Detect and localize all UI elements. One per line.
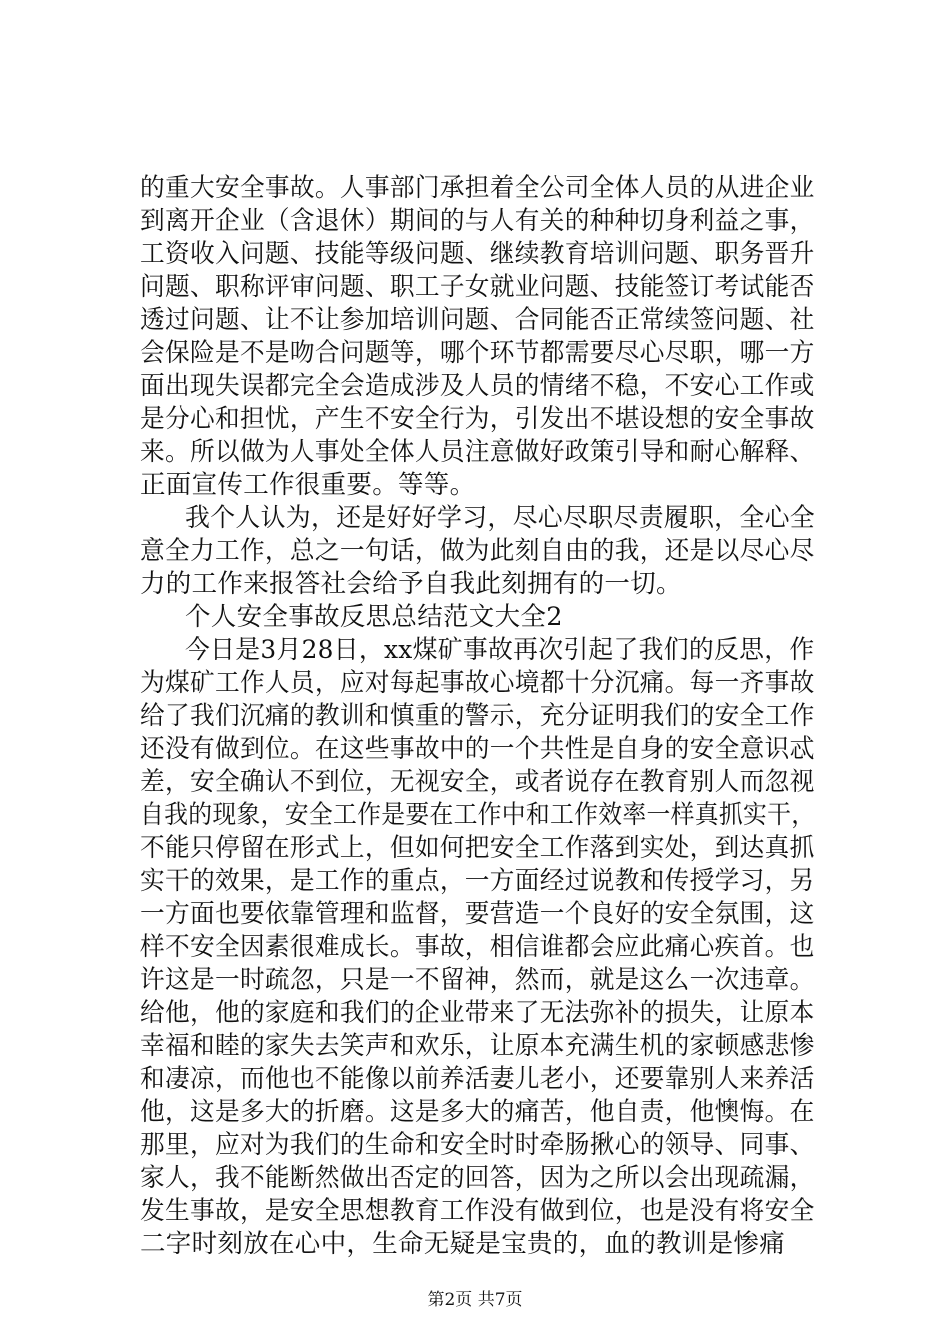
text-line: 许这是一时疏忽，只是一不留神，然而，就是这么一次违章。: [140, 965, 815, 995]
text-line: 会保险是不是吻合问题等，哪个环节都需要尽心尽职，哪一方: [140, 338, 815, 368]
text-line: 样不安全因素很难成长。事故，相信谁都会应此痛心疾首。也: [140, 932, 815, 962]
text-line: 为煤矿工作人员，应对每起事故心境都十分沉痛。每一齐事故: [140, 668, 815, 698]
text-line: 来。所以做为人事处全体人员注意做好政策引导和耐心解释、: [140, 437, 815, 467]
text-line: 给他，他的家庭和我们的企业带来了无法弥补的损失，让原本: [140, 998, 815, 1028]
text-line: 意全力工作，总之一句话，做为此刻自由的我，还是以尽心尽: [140, 536, 815, 566]
text-line: 面出现失误都完全会造成涉及人员的情绪不稳，不安心工作或: [140, 371, 815, 401]
text-line: 不能只停留在形式上，但如何把安全工作落到实处，到达真抓: [140, 833, 815, 863]
text-line: 是分心和担忧，产生不安全行为，引发出不堪设想的安全事故: [140, 404, 815, 434]
section-heading: 个人安全事故反思总结范文大全2: [185, 602, 563, 632]
text-line: 家人，我不能断然做出否定的回答，因为之所以会出现疏漏，: [140, 1163, 815, 1193]
text-line: 他，这是多大的折磨。这是多大的痛苦，他自责，他懊悔。在: [140, 1097, 815, 1127]
paragraph-first-line: 我个人认为，还是好好学习，尽心尽职尽责履职，全心全: [185, 503, 815, 533]
text-line: 差，安全确认不到位，无视安全，或者说存在教育别人而忽视: [140, 767, 815, 797]
text-line: 给了我们沉痛的教训和慎重的警示，充分证明我们的安全工作: [140, 701, 815, 731]
text-line: 发生事故，是安全思想教育工作没有做到位，也是没有将安全: [140, 1196, 815, 1226]
text-line: 一方面也要依靠管理和监督，要营造一个良好的安全氛围，这: [140, 899, 815, 929]
paragraph-first-line: 今日是3月28日，xx煤矿事故再次引起了我们的反思，作: [185, 635, 815, 665]
text-line: 工资收入问题、技能等级问题、继续教育培训问题、职务晋升: [140, 239, 815, 269]
text-line: 还没有做到位。在这些事故中的一个共性是自身的安全意识忒: [140, 734, 815, 764]
text-line: 透过问题、让不让参加培训问题、合同能否正常续签问题、社: [140, 305, 815, 335]
text-line: 问题、职称评审问题、职工子女就业问题、技能签订考试能否: [140, 272, 815, 302]
text-line: 正面宣传工作很重要。等等。: [140, 470, 476, 500]
page-number-footer: 第2页 共7页: [427, 1290, 523, 1310]
text-line: 实干的效果，是工作的重点，一方面经过说教和传授学习，另: [140, 866, 815, 896]
text-line: 幸福和睦的家失去笑声和欢乐，让原本充满生机的家顿感悲惨: [140, 1031, 815, 1061]
text-line: 的重大安全事故。人事部门承担着全公司全体人员的从进企业: [140, 173, 815, 203]
text-line: 那里，应对为我们的生命和安全时时牵肠揪心的领导、同事、: [140, 1130, 815, 1160]
text-line: 到离开企业（含退休）期间的与人有关的种种切身利益之事，: [140, 206, 815, 236]
text-line: 和凄凉，而他也不能像以前养活妻儿老小，还要靠别人来养活: [140, 1064, 815, 1094]
text-line: 自我的现象，安全工作是要在工作中和工作效率一样真抓实干，: [140, 800, 816, 830]
text-line: 力的工作来报答社会给予自我此刻拥有的一切。: [140, 569, 682, 599]
text-line: 二字时刻放在心中，生命无疑是宝贵的，血的教训是惨痛: [140, 1229, 786, 1259]
